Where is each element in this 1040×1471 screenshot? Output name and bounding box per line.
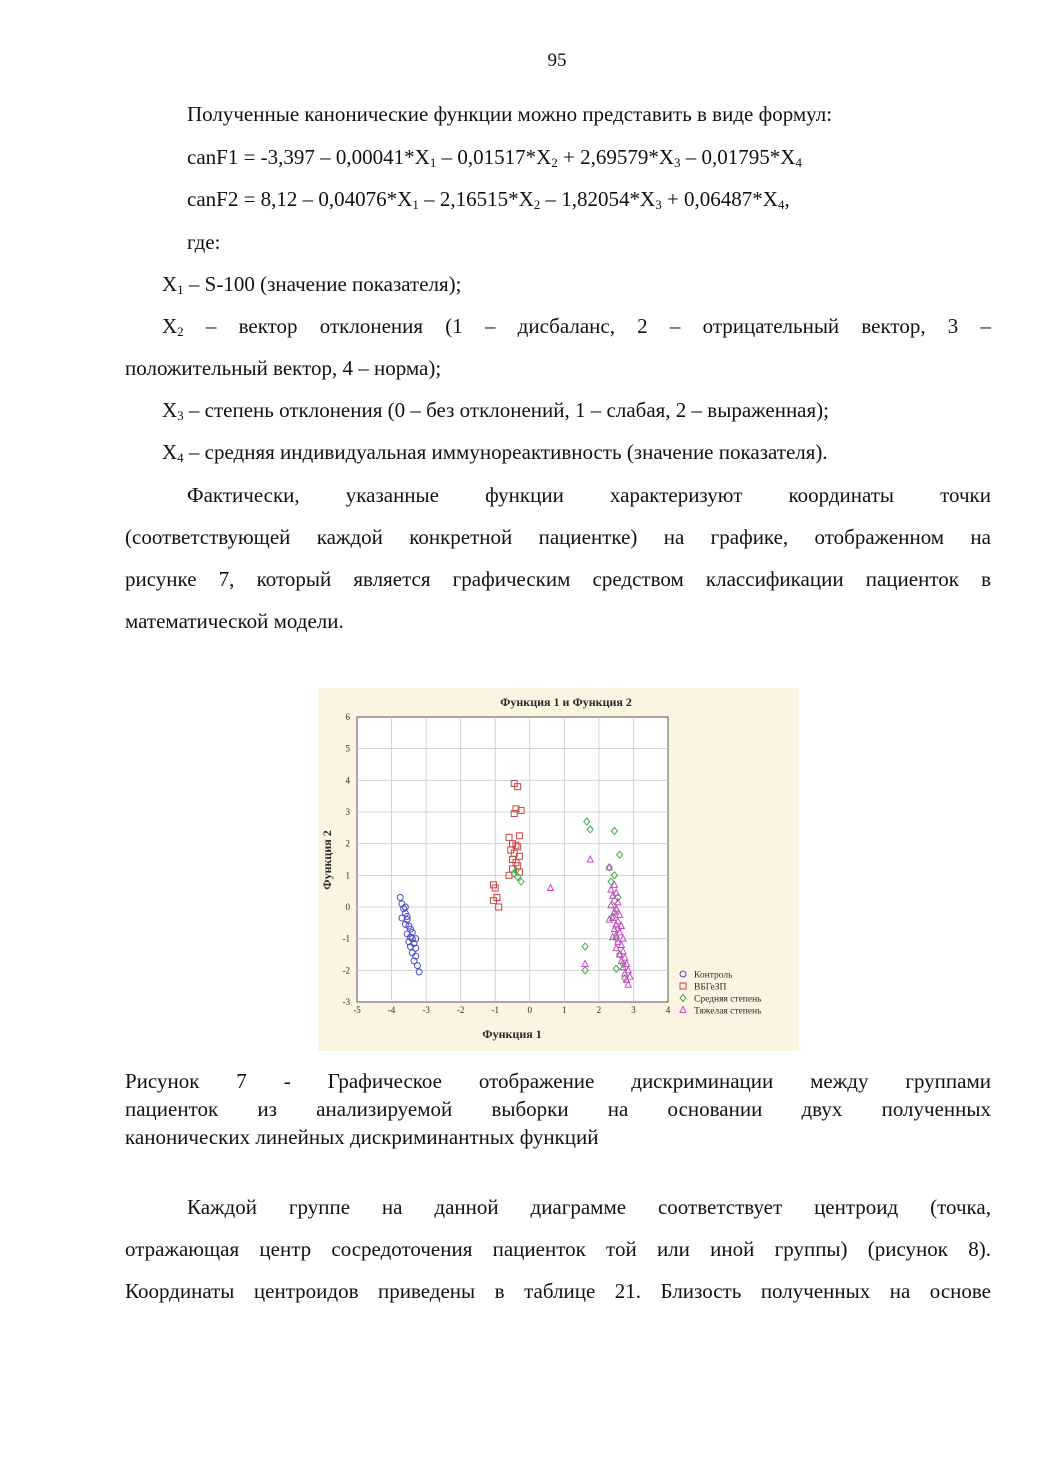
definition-x1: $X_1 - S-100$ (значение показателя); xyxy=(162,272,462,297)
y-tick-label: 0 xyxy=(345,902,350,912)
formula-canf1: canF1 = $-3,397 - 0,00041*X_1 - 0,01517*X_2 + 2,69579*X_3 - 0,01795*X_4$ xyxy=(187,145,802,170)
x-tick-label: 2 xyxy=(596,1005,602,1015)
formula-canf2: canF2 = $8,12 - 0,04076*X_1 - 2,16515*X_2 - 1,82054*X_3 + 0,06487*X_4$, xyxy=(187,187,790,212)
x-tick-label: 1 xyxy=(562,1005,567,1015)
x-tick-label: -5 xyxy=(353,1005,361,1015)
paragraph-1-line-1: Фактически, указанные функции характеризуют координаты точки xyxy=(187,483,991,507)
definition-x3: $X_3$ – степень отклонения (0 – без отклонений, 1 – слабая, 2 – выраженная); xyxy=(162,398,829,423)
page-number: 95 xyxy=(547,50,567,71)
definition-x2-continued: положительный вектор, 4 – норма); xyxy=(125,356,442,380)
paragraph-1-line-3: рисунке 7, который является графическим средством классификации пациенток в xyxy=(125,567,991,591)
figure-caption-line-2: пациенток из анализируемой выборки на основании двух полученных xyxy=(125,1097,991,1121)
y-tick-label: 6 xyxy=(345,712,350,722)
where-label: где: xyxy=(187,230,221,254)
intro-line: Полученные канонические функции можно представить в виде формул: xyxy=(187,102,833,126)
x-tick-label: -1 xyxy=(491,1005,499,1015)
legend-label: Контроль xyxy=(694,970,733,981)
paragraph-2-line-3: Координаты центроидов приведены в таблице 21. Близость полученных на основе xyxy=(125,1279,991,1303)
y-tick-label: 3 xyxy=(345,807,350,817)
x-tick-label: 0 xyxy=(527,1005,533,1015)
y-tick-label: -3 xyxy=(342,997,350,1007)
chart-title: Функция 1 и Функция 2 xyxy=(500,695,632,709)
x-tick-label: -2 xyxy=(456,1005,465,1015)
paragraph-1-line-2: (соответствующей каждой конкретной пациентке) на графике, отображенном на xyxy=(125,525,991,549)
discriminant-scatter-chart xyxy=(318,688,799,1051)
definition-x4: $X_4$ – средняя индивидуальная иммунореактивность (значение показателя). xyxy=(162,440,828,465)
figure-caption-line-3: канонических линейных дискриминантных функций xyxy=(125,1125,599,1149)
definition-x2: $X_2$ – вектор отклонения (1 – дисбаланс, 2 – отрицательный вектор, 3 – xyxy=(162,314,991,339)
x-tick-label: -3 xyxy=(422,1005,430,1015)
y-tick-label: 1 xyxy=(345,870,350,881)
x-tick-label: 3 xyxy=(631,1005,636,1015)
y-tick-label: -1 xyxy=(342,933,350,944)
x-tick-label: -4 xyxy=(387,1005,396,1015)
y-axis-label: Функция 2 xyxy=(320,830,334,890)
x-axis-label: Функция 1 xyxy=(482,1027,542,1041)
paragraph-2-line-2: отражающая центр сосредоточения пациенток той или иной группы) (рисунок 8). xyxy=(125,1237,991,1261)
paragraph-2-line-1: Каждой группе на данной диаграмме соответствует центроид (точка, xyxy=(187,1195,991,1219)
y-tick-label: 4 xyxy=(345,775,350,786)
paragraph-1-line-4: математической модели. xyxy=(125,609,344,633)
legend-label: Средняя степень xyxy=(694,994,762,1005)
legend-label: Тяжелая степень xyxy=(694,1006,762,1017)
legend-label: ВБГеЗП xyxy=(694,982,727,993)
y-tick-label: -2 xyxy=(342,965,350,976)
x-tick-label: 4 xyxy=(665,1005,671,1015)
y-tick-label: 5 xyxy=(345,743,350,754)
y-tick-label: 2 xyxy=(345,838,350,849)
figure-caption-line-1: Рисунок 7 - Графическое отображение дискриминации между группами xyxy=(125,1069,991,1093)
